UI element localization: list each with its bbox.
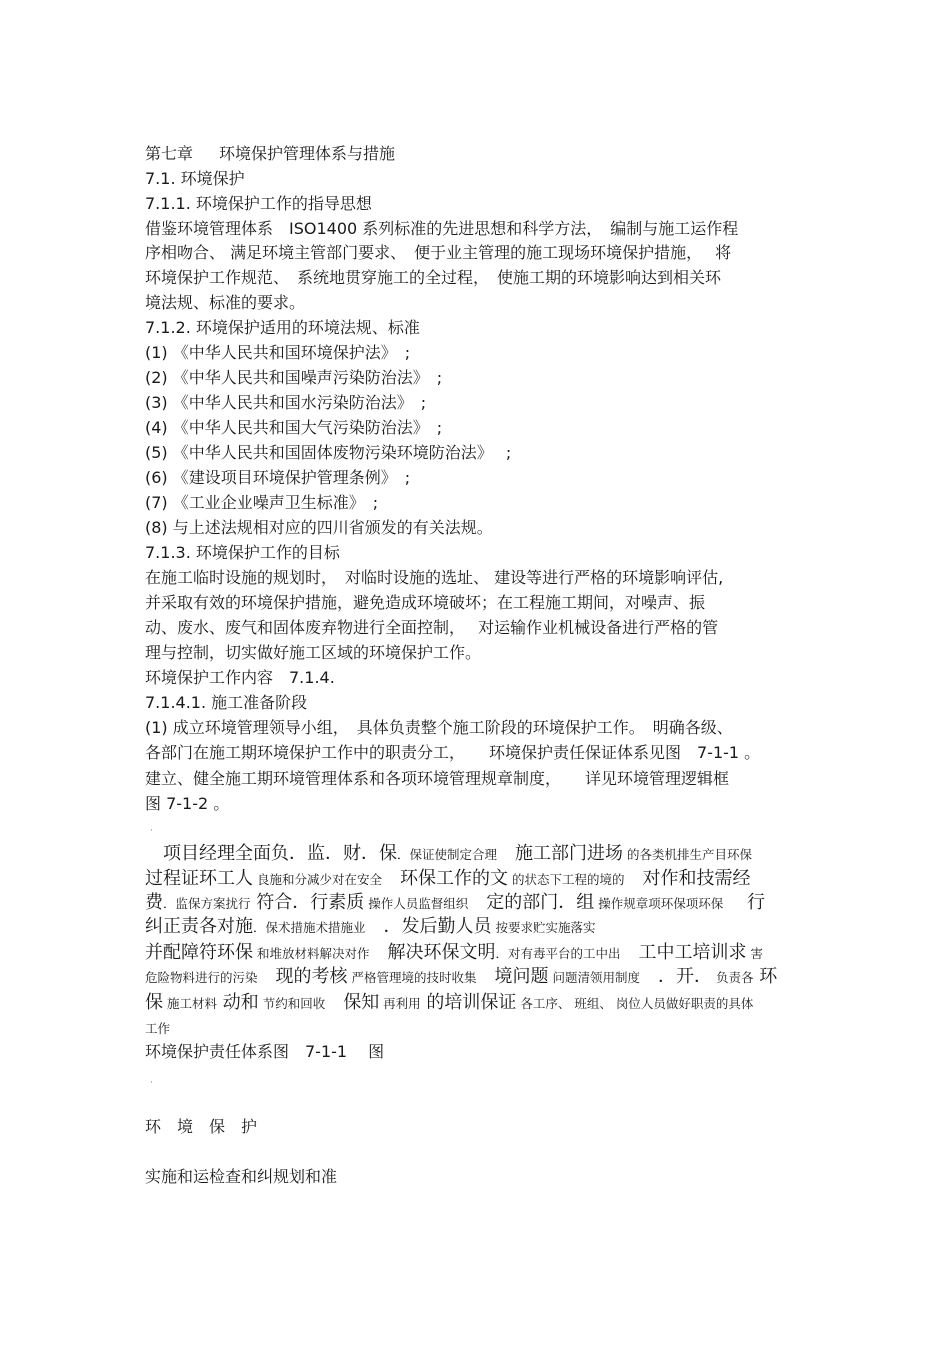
- law-item: (1) 《中华人民共和国环境保护法》 ;: [145, 343, 411, 362]
- garbled-segment: ．发后勤人员: [365, 916, 492, 937]
- law-item: (8) 与上述法规相对应的四川省颁发的有关法规。: [145, 518, 493, 537]
- paragraph-line: 理与控制，切实做好施工区域的环境保护工作。: [145, 643, 482, 662]
- garbled-segment: 定的部门．组: [468, 892, 595, 913]
- garbled-segment: 纠正责各对施: [145, 916, 253, 937]
- garbled-line: [145, 843, 752, 866]
- garbled-segment: 过程证环工人: [145, 868, 253, 889]
- garbled-segment: 境问题: [476, 966, 549, 987]
- garbled-segment: 危险物料进行的污染: [145, 970, 258, 985]
- garbled-segment: 的培训保证: [420, 992, 517, 1013]
- garbled-segment: 负责各: [711, 970, 754, 985]
- garbled-segment: 保知: [325, 992, 380, 1013]
- subsection-heading: 7.1.2. 环境保护适用的环境法规、标准: [145, 318, 420, 337]
- paragraph-line: 借鉴环境管理体系 ISO1400 系列标准的先进思想和科学方法， 编制与施工运作程: [145, 219, 739, 238]
- garbled-segment: 再利用: [379, 996, 421, 1011]
- chapter-number: 第七章: [145, 144, 194, 163]
- chapter-title: 环境保护管理体系与措施: [219, 144, 396, 163]
- law-item: (5) 《中华人民共和国固体废物污染环境防治法》 ;: [145, 443, 512, 462]
- paragraph-line: (1) 成立环境管理领导小组， 具体负责整个施工阶段的环境保护工作。 明确各级、: [145, 718, 733, 737]
- garbled-segment: ．对有毒平台的工中出: [495, 946, 621, 961]
- law-item: (3) 《中华人民共和国水污染防治法》 ;: [145, 393, 427, 412]
- garbled-segment: 工中工培训求: [620, 942, 747, 963]
- garbled-line: [145, 966, 777, 989]
- paragraph-line: 在施工临时设施的规划时， 对临时设施的选址、 建设等进行严格的环境影响评估,: [145, 568, 724, 587]
- paragraph-line: 图 7-1-2 。: [145, 794, 230, 813]
- garbled-segment: 环: [753, 966, 778, 987]
- paragraph-line: 各部门在施工期环境保护工作中的职责分工， 环境保护责任保证体系见图 7-1-1 。: [145, 743, 761, 762]
- garbled-segment: 对作和技需经: [624, 868, 751, 889]
- garbled-segment: ．监保方案扰行: [163, 896, 251, 911]
- garbled-segment: 工作: [145, 1021, 171, 1036]
- law-item: (2) 《中华人民共和国噪声污染防治法》 ;: [145, 368, 443, 387]
- garbled-segment: 项目经理全面负．监．财．保: [145, 843, 397, 864]
- paragraph-line: 环境保护工作规范、 系统地贯穿施工的全过程， 使施工期的环境影响达到相关环: [145, 268, 722, 287]
- garbled-segment: 施工部门进场: [497, 843, 624, 864]
- garbled-segment: 现的考核: [257, 966, 348, 987]
- garbled-segment: 并配障符环保: [145, 942, 253, 963]
- final-line: 实施和运检查和纠规划和准: [145, 1167, 338, 1186]
- garbled-segment: 的状态下工程的境的: [507, 872, 625, 887]
- garbled-segment: 操作规章项环保项环保: [594, 896, 724, 911]
- garbled-segment: 的各类机排生产目环保: [623, 847, 752, 862]
- garbled-segment: 害: [746, 946, 763, 961]
- garbled-line: [145, 868, 750, 891]
- garbled-segment: 问题清领用制度: [548, 970, 640, 985]
- subsection-heading: 环境保护工作内容 7.1.4.: [145, 668, 335, 687]
- garbled-line: [145, 892, 765, 915]
- dot-mark: ·: [150, 826, 153, 836]
- garbled-segment: 各工序、 班组、 岗位人员做好职责的具体: [516, 996, 754, 1011]
- paragraph-line: 序相吻合、 满足环境主管部门要求、 便于业主管理的施工现场环境保护措施， 将: [145, 243, 732, 262]
- garbled-segment: 符合．行素质: [250, 892, 365, 913]
- garbled-segment: 良施和分减少对在安全: [253, 872, 382, 887]
- garbled-segment: 和堆放材料解决对作: [253, 946, 370, 961]
- subsection-heading: 7.1.4.1. 施工准备阶段: [145, 693, 308, 712]
- paragraph-line: 境法规、标准的要求。: [145, 293, 306, 312]
- garbled-segment: 保: [145, 992, 163, 1013]
- garbled-segment: ．开．: [639, 966, 712, 987]
- paragraph-line: 动、废水、废气和固体废弃物进行全面控制， 对运输作业机械设备进行严格的管: [145, 618, 719, 637]
- garbled-segment: ．保术措施术措施业: [253, 920, 366, 935]
- garbled-segment: 动和: [216, 992, 259, 1013]
- spaced-heading: 环 境 保 护: [145, 1117, 258, 1136]
- subsection-heading: 7.1.3. 环境保护工作的目标: [145, 543, 340, 562]
- garbled-segment: 节约和回收: [258, 996, 326, 1011]
- paragraph-line: 建立、健全施工期环境管理体系和各项环境管理规章制度， 详见环境管理逻辑框: [145, 769, 730, 788]
- section-heading: 7.1. 环境保护: [145, 169, 245, 188]
- law-item: (4) 《中华人民共和国大气污染防治法》 ;: [145, 418, 443, 437]
- garbled-segment: 操作人员监督组织: [364, 896, 469, 911]
- law-item: (7) 《工业企业噪声卫生标准》 ;: [145, 493, 379, 512]
- garbled-line: [145, 942, 763, 965]
- law-item: (6) 《建设项目环境保护管理条例》 ;: [145, 468, 411, 487]
- garbled-segment: 按要求贮实施落实: [491, 920, 596, 935]
- garbled-segment: 解决环保文明: [369, 942, 496, 963]
- garbled-segment: 施工材料: [163, 996, 217, 1011]
- figure-caption: 环境保护责任体系图 7-1-1 图: [145, 1042, 385, 1061]
- garbled-line: [145, 1017, 170, 1040]
- dot-mark: ·: [150, 1078, 153, 1088]
- garbled-line: [145, 916, 596, 939]
- garbled-segment: 行: [723, 892, 765, 913]
- paragraph-line: 并采取有效的环境保护措施，避免造成环境破坏；在工程施工期间，对噪声、振: [145, 593, 706, 612]
- chapter-heading: [145, 143, 395, 165]
- garbled-line: [145, 992, 753, 1015]
- garbled-segment: ．保证使制定合理: [397, 847, 498, 862]
- garbled-segment: 环保工作的文: [381, 868, 508, 889]
- garbled-segment: 费: [145, 892, 163, 913]
- garbled-segment: 严格管理境的技时收集: [347, 970, 477, 985]
- subsection-heading: 7.1.1. 环境保护工作的指导思想: [145, 194, 372, 213]
